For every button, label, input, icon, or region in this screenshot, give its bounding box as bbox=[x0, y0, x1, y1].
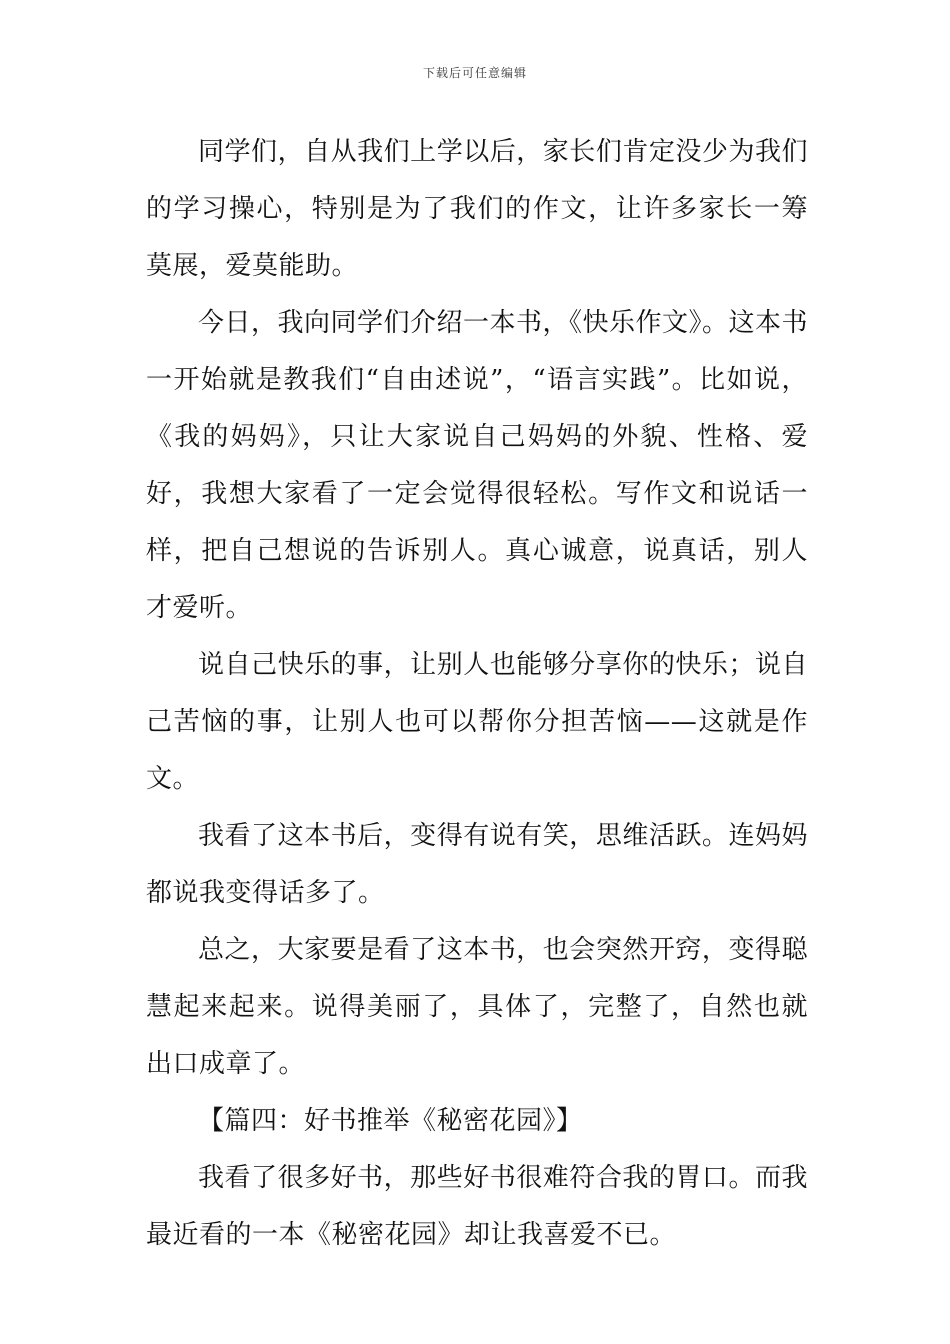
paragraph-5: 总之，大家要是看了这本书，也会突然开窍，变得聪慧起来起来。说得美丽了，具体了，完整了，自然也就出口成章了。 bbox=[146, 935, 808, 1079]
page-header: 下载后可任意编辑 bbox=[422, 66, 527, 80]
paragraph-4: 我看了这本书后，变得有说有笑，思维活跃。连妈妈都说我变得话多了。 bbox=[146, 821, 808, 908]
paragraph-2: 今日，我向同学们介绍一本书，《快乐作文》。这本书一开始就是教我们“自由述说”，“语言实践”。比如说，《我的妈妈》，只让大家说自己妈妈的外貌、性格、爱好，我想大家看了一定会觉得很轻松。写作文和说话一样，把自己想说的告诉别人。真心诚意，说真话，别人才爱听。 bbox=[146, 308, 809, 623]
paragraph-1: 同学们，自从我们上学以后，家长们肯定没少为我们的学习操心，特别是为了我们的作文，让许多家长一筹莫展，爱莫能助。 bbox=[146, 137, 808, 281]
section-heading: 【篇四：好书推举《秘密花园》】 bbox=[198, 1106, 583, 1136]
paragraph-3: 说自己快乐的事，让别人也能够分享你的快乐；说自己苦恼的事，让别人也可以帮你分担苦恼——这就是作文。 bbox=[146, 650, 808, 794]
section-paragraph-1: 我看了很多好书，那些好书很难符合我的胃口。而我最近看的一本《秘密花园》却让我喜爱不已。 bbox=[146, 1163, 808, 1250]
document-body bbox=[146, 124, 808, 1264]
